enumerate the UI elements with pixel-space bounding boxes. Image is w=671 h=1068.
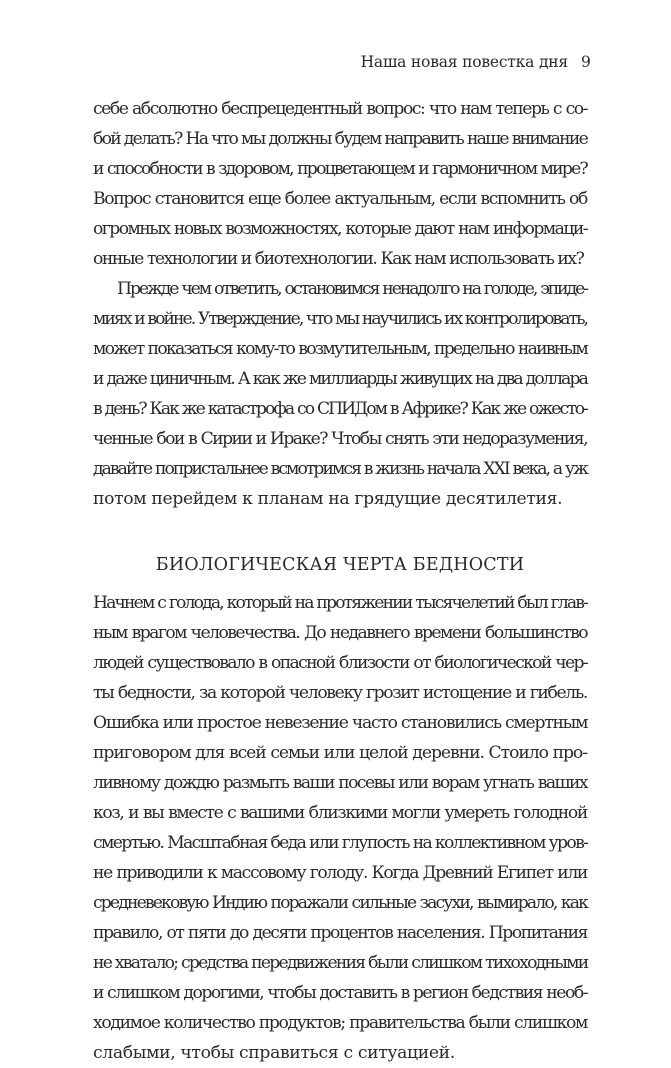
text-line: Прежде чем ответить, остановимся ненадолго на голоде, эпиде- bbox=[117, 279, 587, 299]
text-line: слабыми, чтобы справиться с ситуацией. bbox=[93, 1043, 455, 1063]
running-title: Наша новая повестка дня bbox=[360, 53, 568, 71]
text-line: и даже циничным. А как же миллиарды живущих на два доллара bbox=[93, 369, 587, 389]
text-line: ты бедности, за которой человеку грозит истощение и гибель. bbox=[93, 683, 587, 703]
section-paragraph bbox=[93, 588, 587, 1068]
text-line: давайте попристальнее всмотримся в жизнь начала XXI века, а уж bbox=[93, 459, 587, 479]
text-line: коз, и вы вместе с вашими близкими могли умереть голодной bbox=[93, 803, 587, 823]
running-head bbox=[0, 50, 671, 74]
text-line: и слишком дорогими, чтобы доставить в регион бедствия необ- bbox=[93, 983, 588, 1003]
text-line: может показаться кому-то возмутительным, предельно наивным bbox=[93, 339, 587, 359]
text-line: бой делать? На что мы должны будем направить наше внимание bbox=[93, 129, 587, 149]
text-line: Вопрос становится еще более актуальным, если вспомнить об bbox=[93, 189, 587, 209]
text-line: огромных новых возможностях, которые дают нам информаци- bbox=[93, 219, 587, 239]
text-line: Ошибка или простое невезение часто становились смертным bbox=[93, 713, 588, 733]
text-line: в день? Как же катастрофа со СПИДом в Африке? Как же ожесто- bbox=[93, 399, 587, 419]
text-line: не приводили к массовому голоду. Когда Древний Египет или bbox=[93, 863, 587, 883]
text-line: потом перейдем к планам на грядущие десятилетия. bbox=[93, 489, 563, 509]
text-line: ходимое количество продуктов; правительства были слишком bbox=[93, 1013, 587, 1033]
text-line: не хватало; средства передвижения были слишком тихоходными bbox=[93, 953, 588, 973]
page-body bbox=[93, 94, 587, 1068]
text-line: миях и войне. Утверждение, что мы научились их контролировать, bbox=[93, 309, 587, 329]
text-line: смертью. Масштабная беда или глупость на коллективном уров- bbox=[93, 833, 588, 853]
text-line: ливному дождю размыть ваши посевы или ворам угнать ваших bbox=[93, 773, 587, 793]
text-line: средневековую Индию поражали сильные засухи, вымирало, как bbox=[93, 893, 587, 913]
paragraph-1 bbox=[93, 94, 587, 274]
page-number: 9 bbox=[581, 53, 591, 71]
text-line: ченные бои в Сирии и Ираке? Чтобы снять эти недоразумения, bbox=[93, 429, 587, 449]
text-line: людей существовало в опасной близости от биологической чер- bbox=[93, 653, 587, 673]
text-line: Начнем с голода, который на протяжении тысячелетий был глав- bbox=[93, 593, 587, 613]
paragraph-2 bbox=[93, 274, 587, 514]
text-line: себе абсолютно беспрецедентный вопрос: что нам теперь с со- bbox=[93, 99, 587, 119]
text-line: правило, от пяти до десяти процентов населения. Пропитания bbox=[93, 923, 587, 943]
text-line: онные технологии и биотехнологии. Как нам использовать их? bbox=[93, 249, 584, 269]
text-line: приговором для всей семьи или целой деревни. Стоило про- bbox=[93, 743, 587, 763]
section-heading: БИОЛОГИЧЕСКАЯ ЧЕРТА БЕДНОСТИ bbox=[155, 555, 525, 575]
text-line: и способности в здоровом, процветающем и гармоничном мире? bbox=[93, 159, 587, 179]
text-line: ным врагом человечества. До недавнего времени большинство bbox=[93, 623, 587, 643]
